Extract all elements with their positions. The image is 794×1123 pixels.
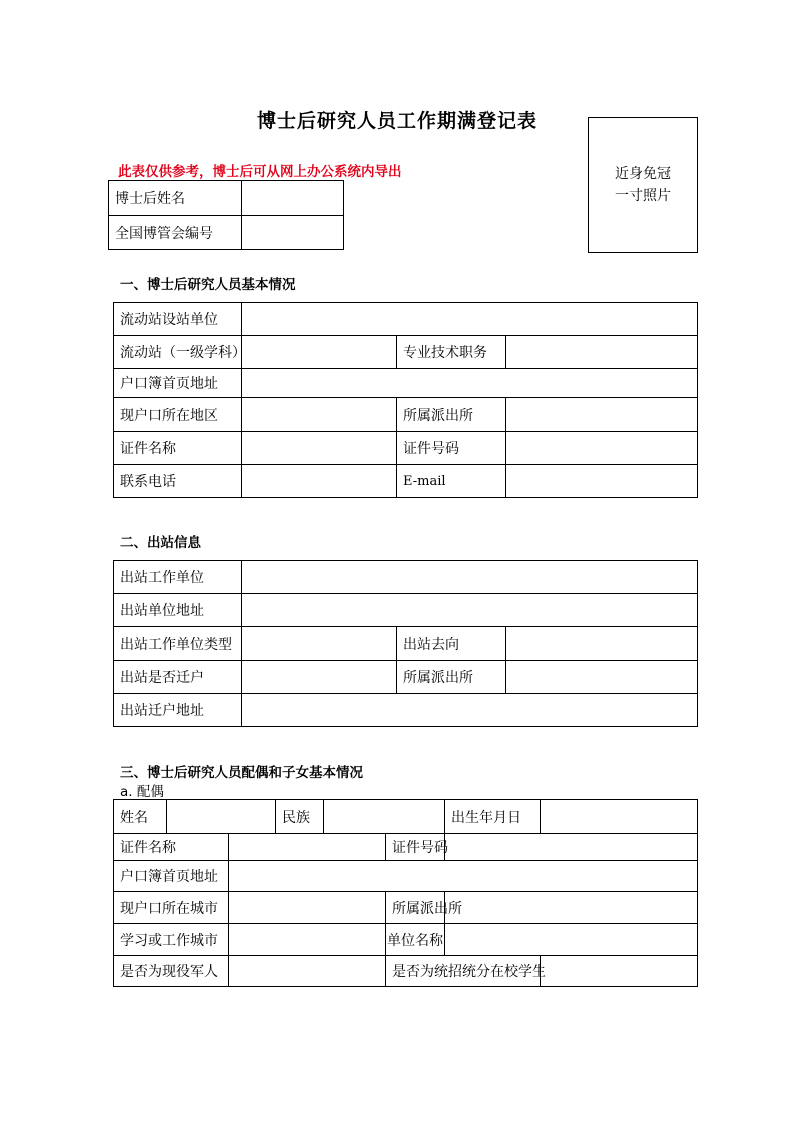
field-exit-unit-address[interactable]	[242, 594, 698, 627]
field-police-station[interactable]	[506, 398, 698, 432]
field-spouse-birth[interactable]	[541, 800, 698, 834]
form-title: 博士后研究人员工作期满登记表	[256, 110, 537, 132]
exit-info-table	[113, 560, 698, 727]
field-household-location[interactable]	[242, 398, 397, 432]
section2-heading: 二、出站信息	[120, 535, 201, 551]
label-tech-title: 专业技术职务	[397, 336, 506, 369]
field-spouse-military[interactable]	[229, 956, 386, 987]
field-tech-title[interactable]	[506, 336, 698, 369]
label-spouse-unit-name: 单位名称	[386, 924, 445, 956]
field-id-name[interactable]	[242, 432, 397, 465]
label-national-number: 全国博管会编号	[109, 216, 242, 250]
label-exit-destination: 出站去向	[397, 627, 506, 661]
basic-info-table	[113, 302, 698, 498]
label-spouse-military: 是否为现役军人	[114, 956, 229, 987]
field-postdoc-name[interactable]	[242, 181, 344, 216]
field-spouse-id-number[interactable]	[445, 834, 698, 861]
label-exit-migrate: 出站是否迁户	[114, 661, 242, 694]
field-spouse-unit-name[interactable]	[445, 924, 698, 956]
label-exit-migrate-address: 出站迁户地址	[114, 694, 242, 727]
label-spouse-name: 姓名	[114, 800, 167, 834]
field-household-address[interactable]	[242, 369, 698, 398]
label-spouse-police-station: 所属派出所	[386, 892, 445, 924]
field-spouse-id-name[interactable]	[229, 834, 386, 861]
label-exit-police-station: 所属派出所	[397, 661, 506, 694]
label-spouse-id-number: 证件号码	[386, 834, 445, 861]
field-station-unit[interactable]	[242, 303, 698, 336]
label-police-station: 所属派出所	[397, 398, 506, 432]
label-id-name: 证件名称	[114, 432, 242, 465]
field-exit-work-unit[interactable]	[242, 561, 698, 594]
field-spouse-household-city[interactable]	[229, 892, 386, 924]
id-table	[108, 180, 344, 250]
field-exit-unit-type[interactable]	[242, 627, 397, 661]
spouse-subheading: a. 配偶	[120, 784, 164, 800]
label-station-discipline: 流动站（一级学科）	[114, 336, 242, 369]
label-household-address: 户口簿首页地址	[114, 369, 242, 398]
label-phone: 联系电话	[114, 465, 242, 498]
label-spouse-id-name: 证件名称	[114, 834, 229, 861]
field-station-discipline[interactable]	[242, 336, 397, 369]
field-exit-migrate[interactable]	[242, 661, 397, 694]
section3-heading: 三、博士后研究人员配偶和子女基本情况	[120, 765, 363, 781]
field-spouse-student[interactable]	[541, 956, 698, 987]
label-station-unit: 流动站设站单位	[114, 303, 242, 336]
field-spouse-name[interactable]	[167, 800, 276, 834]
photo-label-line2: 一寸照片	[615, 188, 671, 204]
label-spouse-study-city: 学习或工作城市	[114, 924, 229, 956]
field-spouse-police-station[interactable]	[445, 892, 698, 924]
label-spouse-ethnicity: 民族	[276, 800, 324, 834]
field-id-number[interactable]	[506, 432, 698, 465]
label-exit-unit-type: 出站工作单位类型	[114, 627, 242, 661]
label-household-location: 现户口所在地区	[114, 398, 242, 432]
label-exit-work-unit: 出站工作单位	[114, 561, 242, 594]
label-id-number: 证件号码	[397, 432, 506, 465]
photo-label-line1: 近身免冠	[615, 166, 671, 182]
label-postdoc-name: 博士后姓名	[109, 181, 242, 216]
field-exit-police-station[interactable]	[506, 661, 698, 694]
label-spouse-student: 是否为统招统分在校学生	[386, 956, 541, 987]
field-national-number[interactable]	[242, 216, 344, 250]
field-spouse-household-address[interactable]	[229, 861, 698, 892]
field-exit-destination[interactable]	[506, 627, 698, 661]
section1-heading: 一、博士后研究人员基本情况	[120, 277, 296, 293]
label-exit-unit-address: 出站单位地址	[114, 594, 242, 627]
spouse-table	[113, 799, 698, 987]
label-spouse-household-city: 现户口所在城市	[114, 892, 229, 924]
label-spouse-household-address: 户口簿首页地址	[114, 861, 229, 892]
field-spouse-ethnicity[interactable]	[324, 800, 445, 834]
field-exit-migrate-address[interactable]	[242, 694, 698, 727]
photo-box[interactable]	[588, 117, 698, 253]
field-email[interactable]	[506, 465, 698, 498]
field-spouse-study-city[interactable]	[229, 924, 386, 956]
label-email: E-mail	[397, 465, 506, 498]
label-spouse-birth: 出生年月日	[445, 800, 541, 834]
field-phone[interactable]	[242, 465, 397, 498]
notice-text: 此表仅供参考，博士后可从网上办公系统内导出	[118, 164, 402, 180]
